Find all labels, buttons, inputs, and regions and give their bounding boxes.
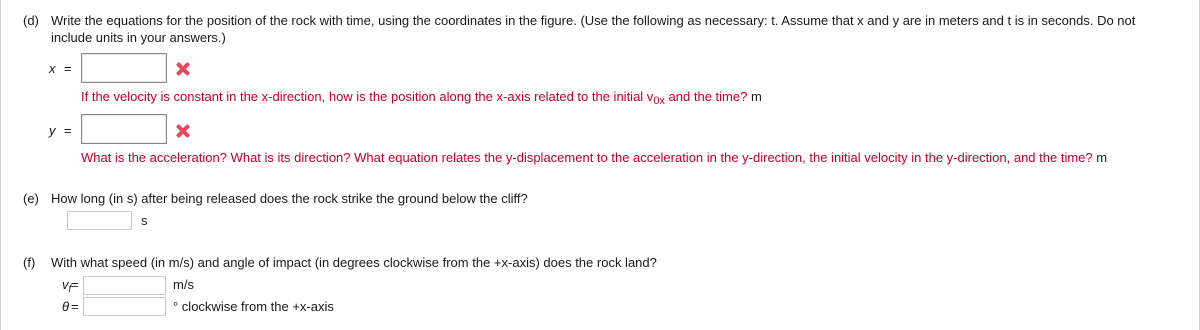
y-hint-unit: m: [1092, 150, 1108, 165]
x-hint-subscript: 0x: [653, 95, 665, 107]
vf-subscript: f: [68, 284, 72, 295]
part-d-label: (d): [23, 13, 39, 28]
y-equation-input[interactable]: [81, 114, 167, 144]
y-hint-text: [81, 150, 1107, 165]
theta-equals-sign: =: [71, 299, 79, 314]
part-e-question: How long (in s) after being released does the rock strike the ground below the cliff?: [51, 191, 528, 206]
angle-input[interactable]: [83, 297, 166, 316]
part-e-label: (e): [23, 191, 39, 206]
part-d-question-line1: Write the equations for the position of the rock with time, using the coordinates in the figure. (Use the following as necessary: t. Assume that x and y are in meters and t is in seconds. Do not: [51, 13, 1136, 28]
incorrect-x-icon: [176, 62, 190, 76]
x-equals-sign: =: [64, 61, 72, 76]
y-variable-label: y: [49, 123, 56, 138]
theta-variable-label: θ: [62, 299, 70, 314]
y-hint-body: What is the acceleration? What is its direction? What equation relates the y-displacement to the acceleration in the y-direction, the initial velocity in the y-direction, and the time?: [81, 150, 1093, 165]
y-equals-sign: =: [64, 123, 72, 138]
angle-unit: ° clockwise from the +x-axis: [173, 299, 334, 314]
part-f-label: (f): [23, 255, 36, 270]
x-hint-pre: If the velocity is constant in the x-direction, how is the position along the x-axis related to the initial v: [81, 89, 654, 104]
vf-symbol: v: [62, 277, 69, 292]
x-variable-label: x: [49, 61, 56, 76]
part-d-question-line2: include units in your answers.): [51, 30, 226, 45]
x-hint-post: and the time?: [664, 89, 748, 104]
x-hint-text: [81, 89, 762, 107]
speed-input[interactable]: [83, 276, 166, 295]
vf-equals-sign: =: [71, 277, 79, 292]
time-input[interactable]: [67, 211, 132, 230]
time-unit: s: [141, 213, 148, 228]
x-hint-unit: m: [747, 89, 762, 104]
part-f-question: With what speed (in m/s) and angle of impact (in degrees clockwise from the +x-axis) does the rock land?: [51, 255, 657, 270]
incorrect-x-icon: [176, 124, 190, 138]
speed-unit: m/s: [173, 277, 194, 292]
x-equation-input[interactable]: [81, 53, 167, 83]
vf-variable-label: [62, 277, 72, 295]
